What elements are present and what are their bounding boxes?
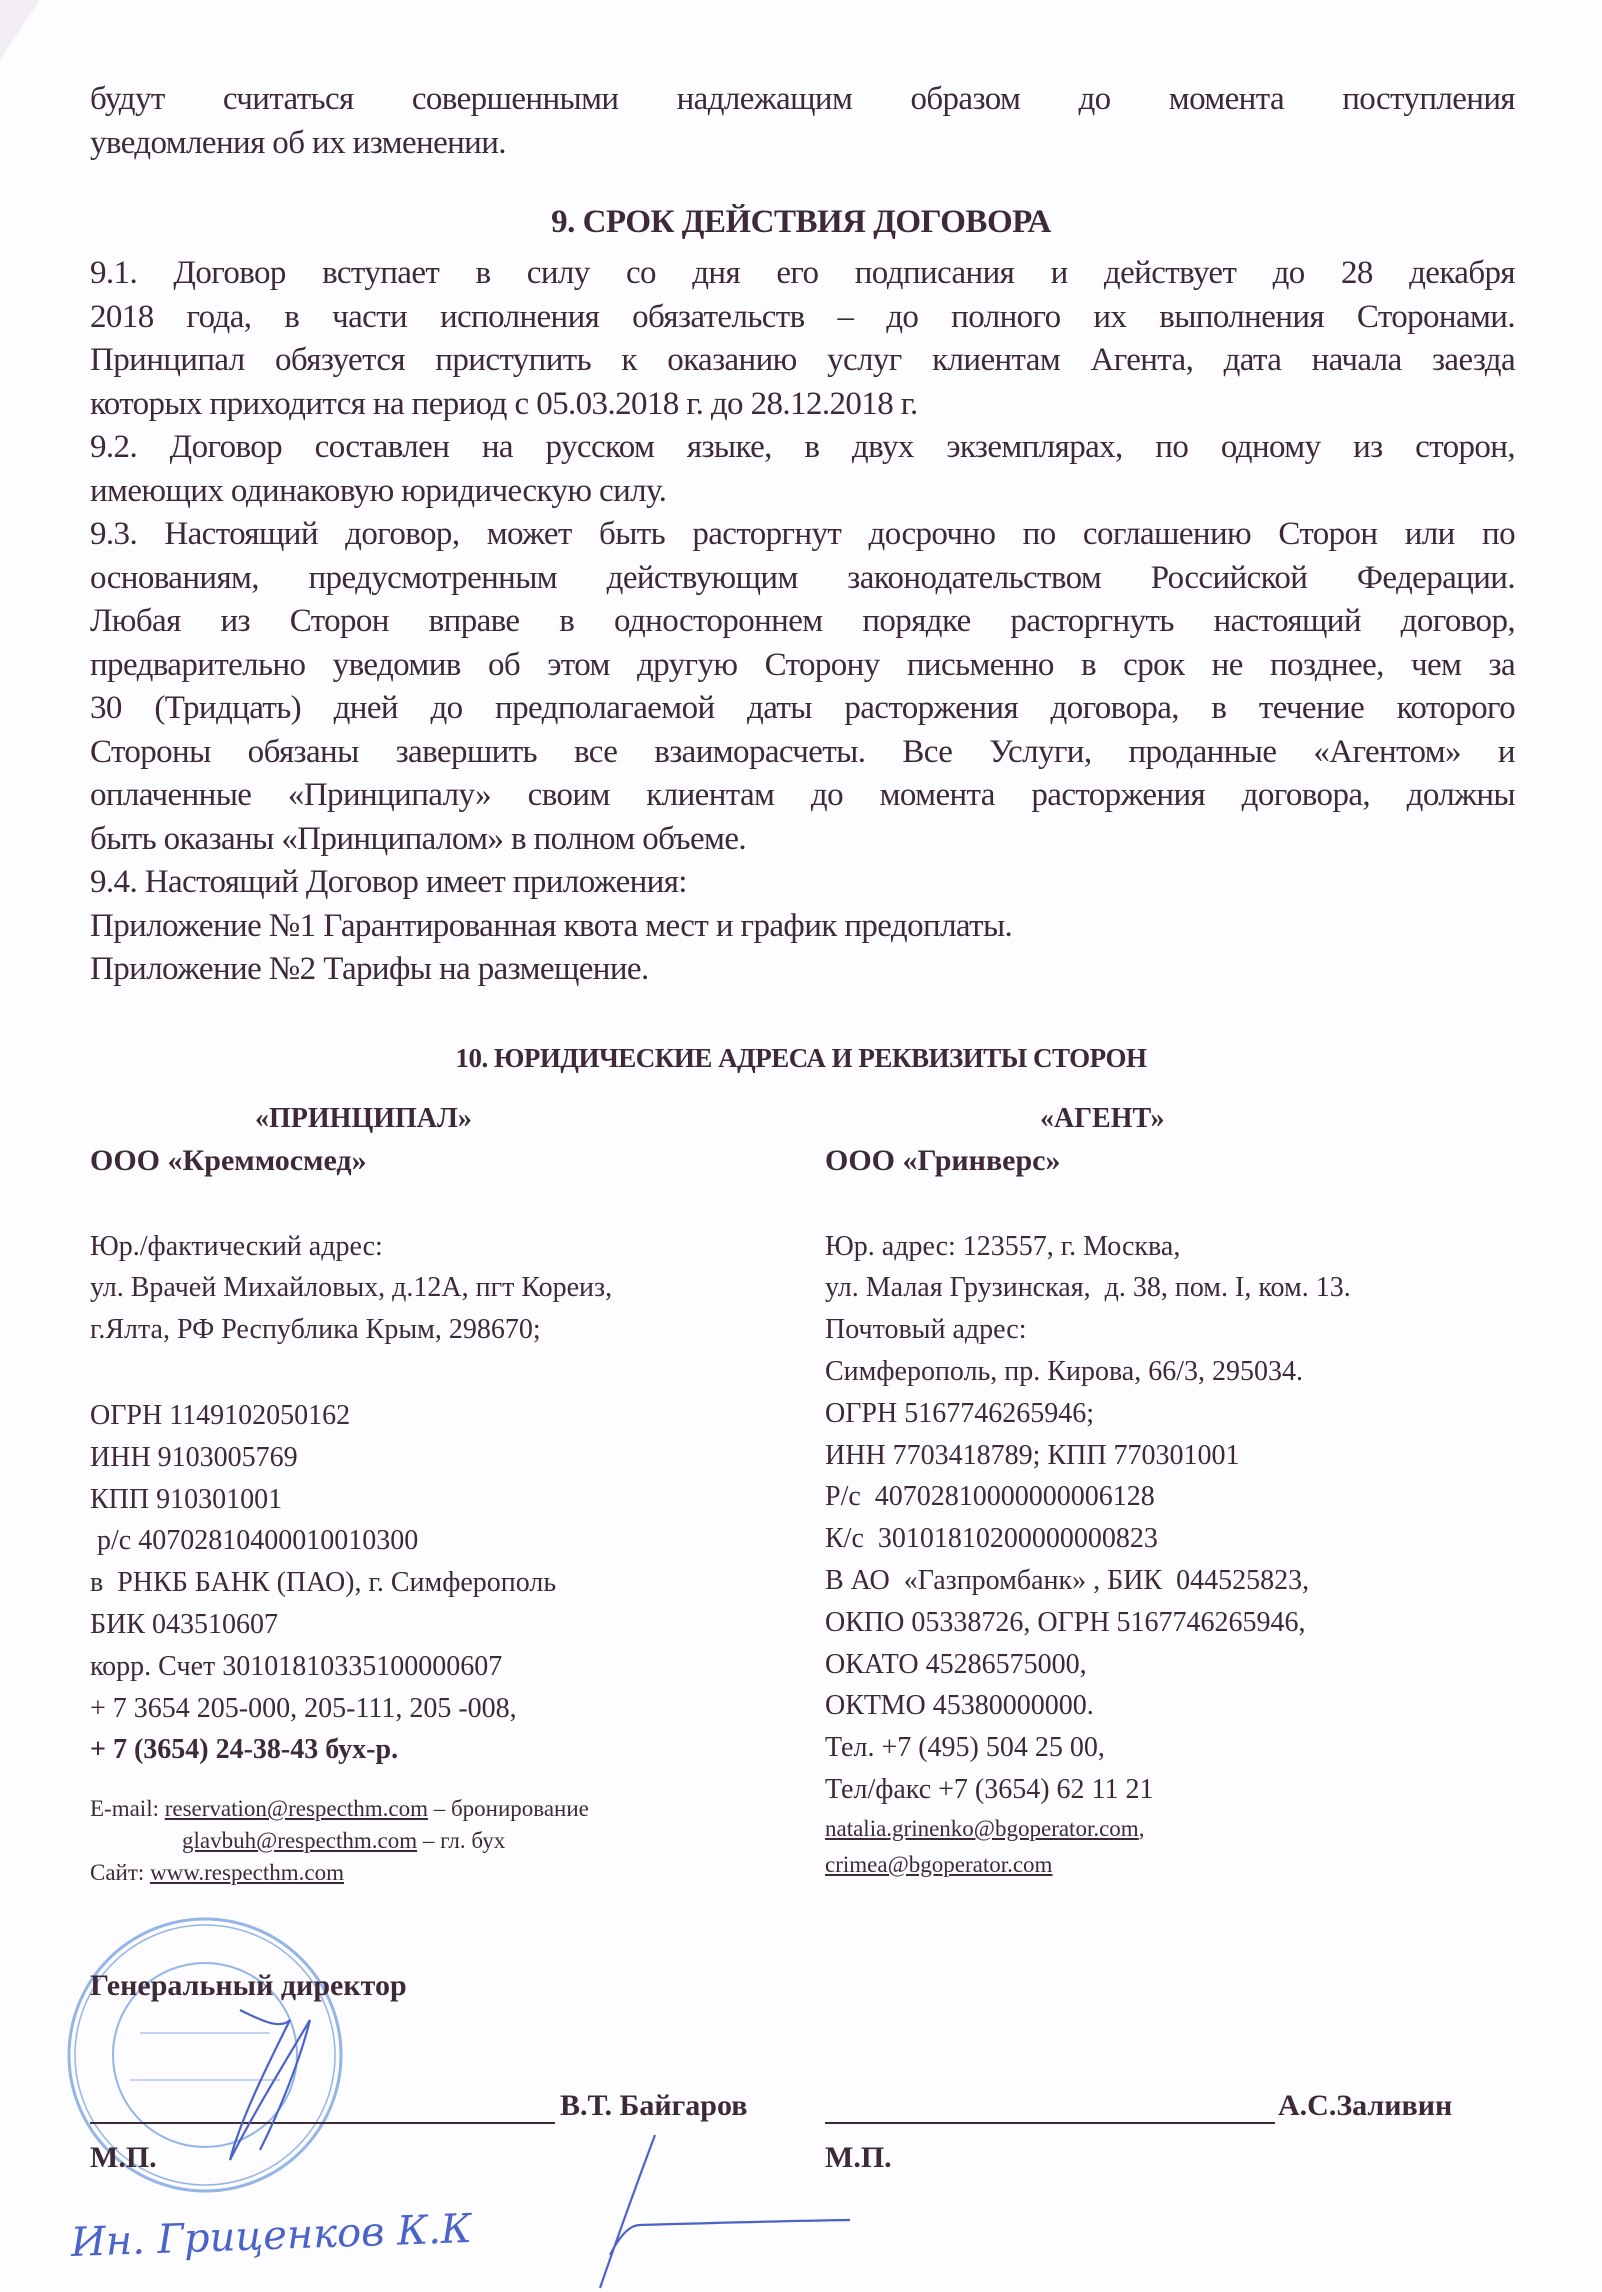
s9-line: основаниям, предусмотренным действующим законодательством Российской Федерации.	[90, 559, 1515, 596]
agent-address-line1: Юр. адрес: 123557, г. Москва,	[825, 1230, 1181, 1262]
section-10-heading: 10. ЮРИДИЧЕСКИЕ АДРЕСА И РЕКВИЗИТЫ СТОРОН	[455, 1043, 1147, 1073]
agent-fax: Тел/факс +7 (3654) 62 11 21	[825, 1773, 1154, 1805]
agent-handwritten-signature	[560, 2130, 860, 2292]
agent-postal-label: Почтовый адрес:	[825, 1314, 1027, 1346]
s9-line: которых приходится на период с 05.03.2018 г. до 28.12.2018 г.	[90, 385, 918, 422]
principal-kpp: КПП 910301001	[90, 1483, 283, 1515]
s9-line: предварительно уведомив об этом другую Сторону письменно в срок не позднее, чем за	[90, 646, 1515, 683]
principal-address-label: Юр./фактический адрес:	[90, 1230, 383, 1262]
principal-site-row	[90, 1857, 790, 1889]
principal-accounting-phone: + 7 (3654) 24-38-43 бух-р.	[90, 1734, 399, 1766]
agent-email-crimea-link[interactable]: crimea@bgoperator.com	[825, 1851, 1053, 1877]
email-label: E-mail:	[90, 1796, 165, 1822]
agent-signature-line	[825, 2122, 1275, 2124]
principal-signer-name: В.Т. Байгаров	[560, 2089, 748, 2122]
email-reservation-link[interactable]: reservation@respecthm.com	[164, 1796, 428, 1822]
principal-address-line2: г.Ялта, РФ Республика Крым, 298670;	[90, 1314, 541, 1346]
principal-signer-title: Генеральный директор	[90, 1969, 407, 2002]
s9-line: имеющих одинаковую юридическую силу.	[90, 472, 667, 509]
s9-line: 2018 года, в части исполнения обязательств – до полного их выполнения Сторонами.	[90, 298, 1515, 335]
s9-line: быть оказаны «Принципалом» в полном объеме.	[90, 820, 747, 857]
principal-address-line1: ул. Врачей Михайловых, д.12А, пгт Кореиз,	[90, 1272, 613, 1304]
s9-line: 9.1. Договор вступает в силу со дня его подписания и действует до 28 декабря	[90, 255, 1515, 291]
agent-seal-label: М.П.	[825, 2141, 892, 2174]
comma: ,	[1138, 1815, 1145, 1841]
agent-email-row-2	[825, 1847, 1565, 1883]
section-9-heading: 9. СРОК ДЕЙСТВИЯ ДОГОВОРА	[551, 204, 1051, 240]
agent-account: Р/с 40702810000000006128	[825, 1481, 1155, 1513]
site-link[interactable]: www.respecthm.com	[150, 1860, 345, 1886]
agent-email-natalia-link[interactable]: natalia.grinenko@bgoperator.com	[825, 1815, 1139, 1841]
agent-okato: ОКАТО 45286575000,	[825, 1648, 1087, 1680]
s9-line: оплаченные «Принципалу» своим клиентам до момента расторжения договора, должны	[90, 777, 1515, 813]
agent-requisites	[825, 1098, 1565, 1883]
agent-oktmo: ОКТМО 45380000000.	[825, 1690, 1094, 1722]
s9-line: Принципал обязуется приступить к оказанию услуг клиентам Агента, дата начала заезда	[90, 342, 1515, 378]
intro-line-2: уведомления об их изменении.	[90, 124, 506, 161]
principal-corr-account: корр. Счет 30101810335100000607	[90, 1650, 503, 1682]
principal-bank: в РНКБ БАНК (ПАО), г. Симферополь	[90, 1567, 557, 1599]
principal-bik: БИК 043510607	[90, 1608, 278, 1640]
s9-line: 9.3. Настоящий договор, может быть расторгнут досрочно по соглашению Сторон или по	[90, 516, 1515, 552]
agent-okpo: ОКПО 05338726, ОГРН 5167746265946,	[825, 1606, 1306, 1638]
agent-signer-name: А.С.Заливин	[1278, 2089, 1453, 2122]
site-label: Сайт:	[90, 1860, 151, 1886]
agent-postal-address: Симферополь, пр. Кирова, 66/3, 295034.	[825, 1355, 1304, 1387]
email-reservation-note: – бронирование	[427, 1796, 589, 1822]
agent-bank: В АО «Газпромбанк» , БИК 044525823,	[825, 1564, 1310, 1596]
section-9-body	[90, 252, 1515, 992]
principal-org-name: ООО «Креммосмед»	[90, 1143, 367, 1177]
s9-line: Любая из Сторон вправе в одностороннем порядке расторгнуть настоящий договор,	[90, 603, 1515, 639]
principal-role: «ПРИНЦИПАЛ»	[255, 1103, 472, 1134]
principal-inn: ИНН 9103005769	[90, 1441, 298, 1473]
principal-account: р/с 40702810400010010300	[90, 1525, 419, 1557]
principal-handwritten-signature	[200, 2000, 360, 2180]
handwritten-note: Ин. Гриценков К.К	[70, 2206, 473, 2266]
s9-line: Стороны обязаны завершить все взаиморасчеты. Все Услуги, проданные «Агентом» и	[90, 733, 1515, 770]
agent-role: «АГЕНТ»	[1040, 1103, 1165, 1134]
agent-ogrn: ОГРН 5167746265946;	[825, 1397, 1094, 1429]
agent-address-line2: ул. Малая Грузинская, д. 38, пом. I, ком. 13.	[825, 1272, 1351, 1304]
s9-line: Приложение №2 Тарифы на размещение.	[90, 951, 649, 987]
agent-corr-account: К/с 30101810200000000823	[825, 1523, 1158, 1555]
intro-paragraph	[90, 78, 1515, 165]
principal-email-row-2	[90, 1825, 790, 1857]
scan-corner-shadow	[0, 0, 40, 60]
s9-line: 9.4. Настоящий Договор имеет приложения:	[90, 864, 687, 900]
s9-line: 9.2. Договор составлен на русском языке, в двух экземплярах, по одному из сторон,	[90, 429, 1515, 465]
principal-requisites	[90, 1098, 790, 1889]
agent-email-row-1	[825, 1811, 1565, 1847]
principal-email-row-1	[90, 1793, 790, 1825]
agent-inn-kpp: ИНН 7703418789; КПП 770301001	[825, 1439, 1240, 1471]
email-glavbuh-link[interactable]: glavbuh@respecthm.com	[182, 1828, 418, 1854]
principal-phones: + 7 3654 205-000, 205-111, 205 -008,	[90, 1692, 517, 1724]
principal-ogrn: ОГРН 1149102050162	[90, 1399, 351, 1431]
principal-seal-label: М.П.	[90, 2141, 157, 2174]
s9-line: Приложение №1 Гарантированная квота мест и график предоплаты.	[90, 907, 1013, 944]
email-glavbuh-note: – гл. бух	[417, 1828, 506, 1854]
agent-org-name: ООО «Гринверс»	[825, 1143, 1061, 1177]
intro-line-1: будут считаться совершенными надлежащим образом до момента поступления	[90, 81, 1515, 117]
principal-signature-line	[90, 2122, 555, 2124]
agent-phone: Тел. +7 (495) 504 25 00,	[825, 1732, 1105, 1764]
s9-line: 30 (Тридцать) дней до предполагаемой даты расторжения договора, в течение которого	[90, 690, 1515, 726]
